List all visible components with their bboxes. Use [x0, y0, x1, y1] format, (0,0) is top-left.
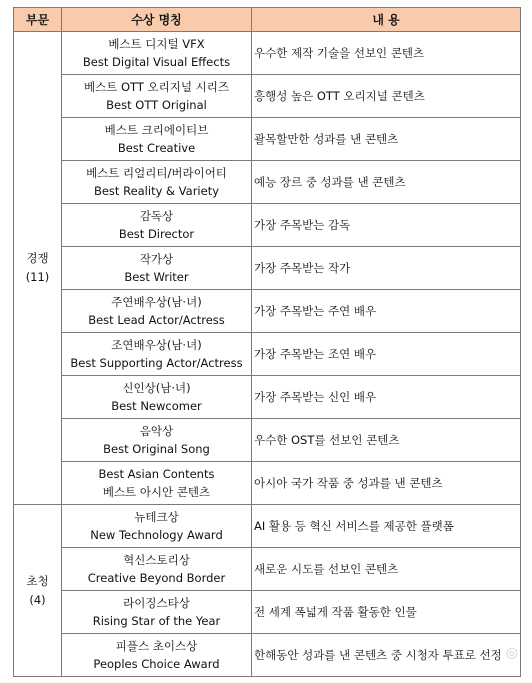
award-description: 한해동안 성과를 낸 콘텐츠 중 시청자 투표로 선정: [252, 634, 521, 677]
awards-table: [13, 7, 521, 677]
award-name-line2: Peoples Choice Award: [93, 657, 220, 671]
table-row: [14, 333, 521, 376]
award-description: 흥행성 높은 OTT 오리지널 콘텐츠: [252, 75, 521, 118]
award-name-line2: Best Director: [118, 227, 195, 241]
award-name-cell: [62, 32, 252, 75]
table-row: [14, 32, 521, 75]
award-description: 아시아 국가 작품 중 성과를 낸 콘텐츠: [252, 462, 521, 505]
category-cell: [14, 505, 62, 677]
award-description: AI 활용 등 혁신 서비스를 제공한 플랫폼: [252, 505, 521, 548]
award-name-line1: 피플스 초이스상: [115, 639, 198, 653]
award-name-line1: 신인상(남·녀): [122, 381, 191, 395]
table-row: [14, 591, 521, 634]
award-name-line2: Best Writer: [124, 270, 189, 284]
category-cell: [14, 32, 62, 505]
award-name-line1: Best Asian Contents: [98, 467, 215, 481]
award-name-line1: 주연배우상(남·녀): [111, 295, 202, 309]
award-description: 가장 주목받는 감독: [252, 204, 521, 247]
award-name-line1: 조연배우상(남·녀): [111, 338, 202, 352]
award-name-cell: [62, 591, 252, 634]
table-row: [14, 204, 521, 247]
award-description: 예능 장르 중 성과를 낸 콘텐츠: [252, 161, 521, 204]
award-name-cell: [62, 376, 252, 419]
award-name-cell: [62, 161, 252, 204]
award-name-cell: [62, 333, 252, 376]
award-name-line1: 베스트 디지털 VFX: [108, 37, 205, 51]
award-name-cell: [62, 548, 252, 591]
award-name-line2: New Technology Award: [90, 528, 223, 542]
award-name-line2: Best OTT Original: [106, 98, 207, 112]
award-name-cell: [62, 75, 252, 118]
award-name-line1: 베스트 크리에이티브: [104, 123, 209, 137]
table-row: [14, 118, 521, 161]
award-name-line2: Best Creative: [117, 141, 196, 155]
award-description: 가장 주목받는 주연 배우: [252, 290, 521, 333]
award-name-line2: Best Newcomer: [111, 399, 202, 413]
award-name-line2: Best Lead Actor/Actress: [88, 313, 225, 327]
award-name-line2: 베스트 아시안 콘텐츠: [102, 485, 211, 499]
award-description: 새로운 시도를 선보인 콘텐츠: [252, 548, 521, 591]
watermark-logo: ◎: [505, 645, 518, 661]
award-name-line2: Rising Star of the Year: [92, 614, 221, 628]
award-name-cell: [62, 247, 252, 290]
award-name-line1: 감독상: [139, 209, 174, 223]
award-name-line1: 베스트 리얼리티/버라이어티: [86, 166, 227, 180]
award-name-line1: 혁신스토리상: [123, 553, 190, 567]
header-content: 내 용: [252, 8, 521, 32]
award-name-cell: [62, 204, 252, 247]
awards-table-body: [14, 32, 521, 677]
award-description: 우수한 제작 기술을 선보인 콘텐츠: [252, 32, 521, 75]
award-description: 전 세계 폭넓게 작품 활동한 인물: [252, 591, 521, 634]
award-description: 가장 주목받는 신인 배우: [252, 376, 521, 419]
category-count: (4): [29, 592, 46, 607]
category-name: 초청: [26, 573, 49, 588]
award-description: 가장 주목받는 작가: [252, 247, 521, 290]
table-row: [14, 548, 521, 591]
award-name-line1: 라이징스타상: [123, 596, 190, 610]
award-name-line1: 작가상: [139, 252, 174, 266]
award-name-line1: 음악상: [139, 424, 174, 438]
table-row: [14, 290, 521, 333]
category-name: 경쟁: [26, 251, 49, 265]
header-category: 부문: [14, 8, 62, 32]
award-name-line2: Best Supporting Actor/Actress: [70, 356, 243, 370]
category-count: (11): [25, 270, 50, 284]
award-name-cell: [62, 634, 252, 677]
award-name-cell: [62, 505, 252, 548]
award-description: 괄목할만한 성과를 낸 콘텐츠: [252, 118, 521, 161]
award-name-line2: Creative Beyond Border: [87, 571, 226, 585]
award-name-cell: [62, 118, 252, 161]
award-name-cell: [62, 462, 252, 505]
award-name-line2: Best Digital Visual Effects: [82, 55, 231, 69]
award-name-line1: 뉴테크상: [134, 510, 179, 524]
table-row: [14, 462, 521, 505]
table-row: [14, 161, 521, 204]
table-row: [14, 75, 521, 118]
header-row: [14, 8, 521, 32]
award-name-cell: [62, 419, 252, 462]
table-row: [14, 247, 521, 290]
award-name-cell: [62, 290, 252, 333]
award-name-line2: Best Reality & Variety: [93, 184, 220, 198]
award-name-line1: 베스트 OTT 오리지널 시리즈: [84, 80, 229, 94]
award-name-line2: Best Original Song: [103, 442, 210, 456]
table-row: [14, 419, 521, 462]
table-row: [14, 376, 521, 419]
award-description: 우수한 OST를 선보인 콘텐츠: [252, 419, 521, 462]
award-description: 가장 주목받는 조연 배우: [252, 333, 521, 376]
header-award-name: 수상 명칭: [62, 8, 252, 32]
table-row: [14, 634, 521, 677]
table-row: [14, 505, 521, 548]
